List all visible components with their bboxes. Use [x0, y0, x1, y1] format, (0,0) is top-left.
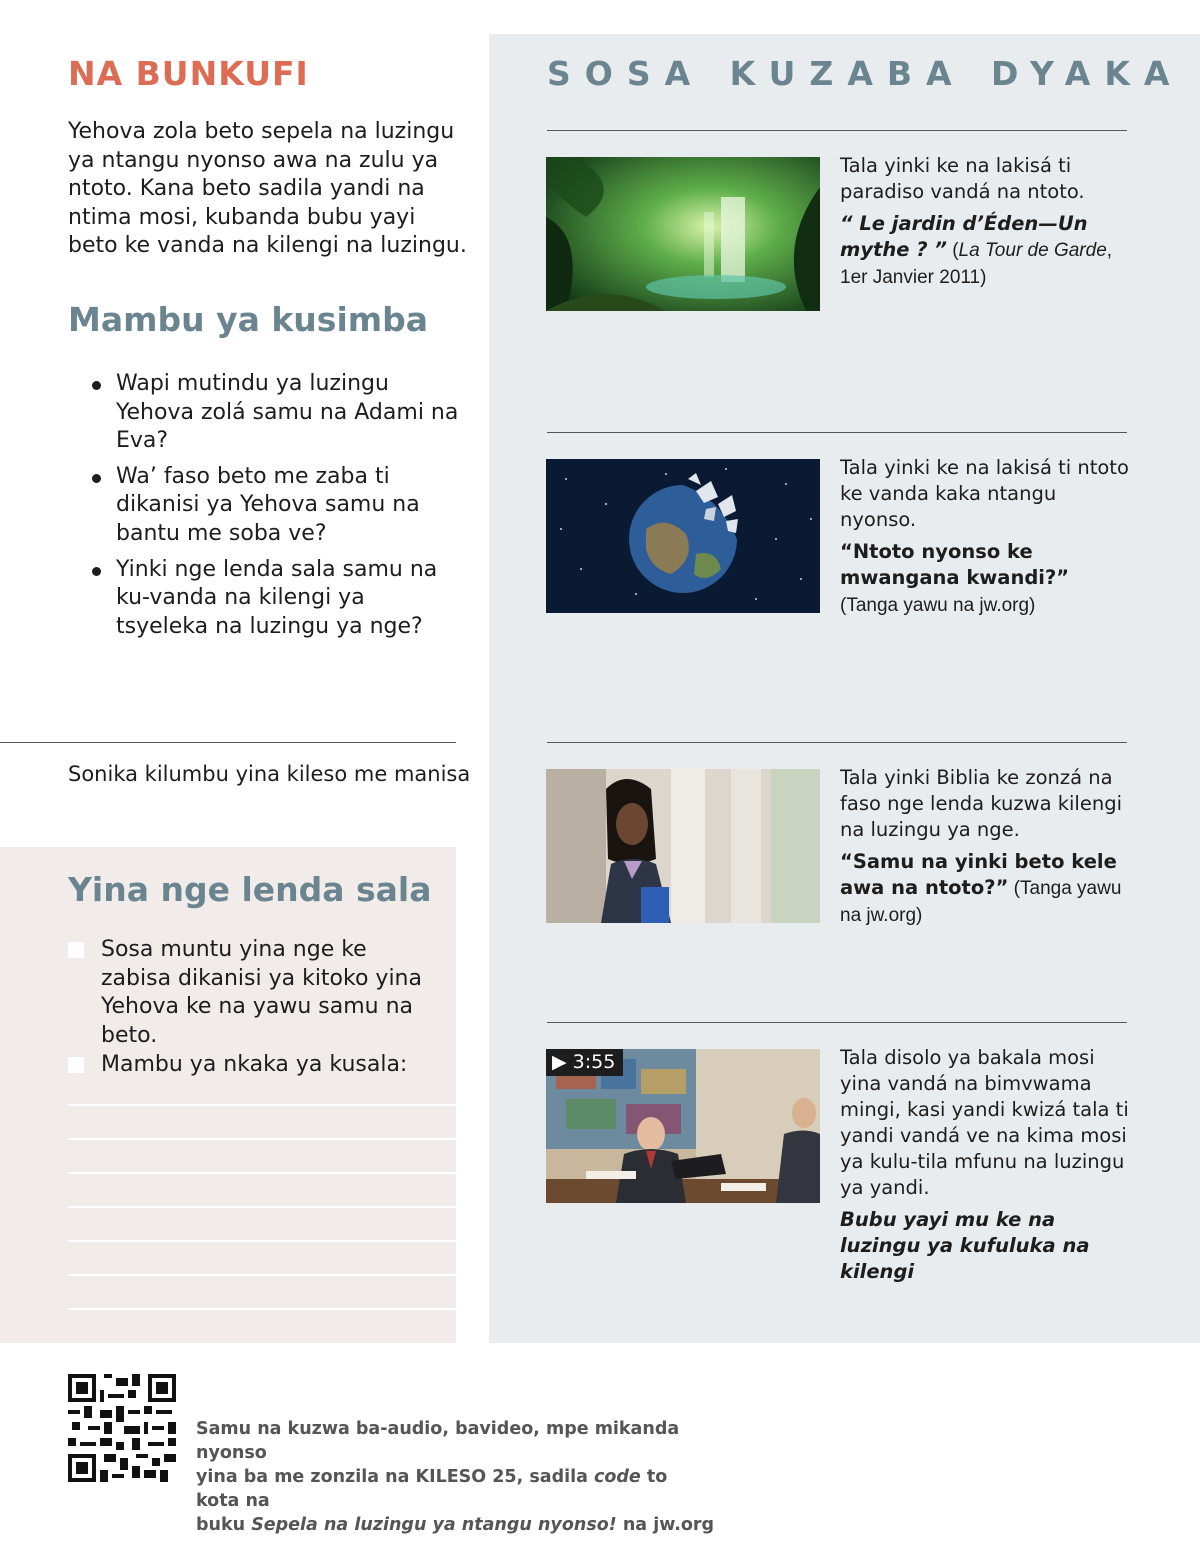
- item-description: Tala disolo ya bakala mosi yina vandá na bimvwama mingi, kasi yandi kwizá tala ti yandi vandá ve na kima mosi ya kulu-tila mfunu na luzingu ya yandi.: [840, 1046, 1129, 1199]
- item-description: Tala yinki ke na lakisá ti ntoto ke vanda kaka ntangu nyonso.: [840, 456, 1129, 531]
- qr-code-icon[interactable]: [68, 1374, 176, 1482]
- footer-line: to kota na: [196, 1467, 668, 1511]
- video-thumbnail[interactable]: [546, 1049, 820, 1203]
- reference-date: , 1er Janvier 2011): [840, 240, 1113, 288]
- explore-item: [840, 765, 1130, 929]
- footer-line: buku: [196, 1515, 252, 1535]
- reference-open: (: [946, 240, 959, 261]
- summary-title: NA BUNKUFI: [68, 54, 309, 93]
- divider: [547, 742, 1127, 743]
- reference-source: (Tanga yawu na jw.org): [840, 878, 1122, 926]
- task-text: Sosa muntu yina nge ke zabisa dikanisi ya kitoko yina Yehova ke na yawu samu na beto.: [101, 937, 422, 1048]
- summary-text: Yehova zola beto sepela na luzingu ya ntangu nyonso awa na zulu ya ntoto. Kana beto sadila yandi na ntima mosi, kubanda bubu yayi beto ke vanda na kilengi na luzingu.: [68, 119, 467, 259]
- footer-line: na jw.org: [616, 1515, 715, 1535]
- explore-item: [840, 455, 1130, 619]
- action-title: Yina nge lenda sala: [68, 870, 432, 909]
- explore-item: [840, 153, 1130, 291]
- writing-line[interactable]: [68, 1308, 456, 1310]
- reference-title[interactable]: “Samu na yinki beto kele awa na ntoto?”: [840, 850, 1117, 899]
- review-question: [92, 370, 462, 456]
- checkbox[interactable]: [68, 942, 84, 958]
- reference-title[interactable]: “ Le jardin d’Éden—Un mythe ? ”: [840, 212, 1088, 261]
- footer-line: yina ba me zonzila na KILESO 25, sadila: [196, 1467, 594, 1487]
- task-item[interactable]: [68, 936, 428, 1050]
- video-duration-badge: ▶ 3:55: [546, 1049, 623, 1076]
- task-item[interactable]: [68, 1051, 428, 1080]
- bullet-icon: [92, 474, 101, 483]
- item-reference[interactable]: [840, 1207, 1130, 1285]
- footer-text: [196, 1417, 716, 1537]
- divider: [0, 742, 456, 743]
- completion-date-label: Sonika kilumbu yina kileso me manisa: [68, 762, 471, 786]
- footer-book-title: Sepela na luzingu ya ntangu nyonso!: [251, 1515, 617, 1535]
- action-panel: [0, 847, 456, 1343]
- review-question-text: Wa’ faso beto me zaba ti dikanisi ya Yehova samu na bantu me soba ve?: [116, 463, 420, 546]
- review-question: [92, 463, 462, 549]
- review-question-text: Yinki nge lenda sala samu na ku-vanda na kilengi ya tsyeleka na luzingu ya nge?: [116, 556, 438, 639]
- task-text: Mambu ya nkaka ya kusala:: [101, 1052, 408, 1077]
- writing-line[interactable]: [68, 1206, 456, 1208]
- bullet-icon: [92, 567, 101, 576]
- explore-item: [840, 1045, 1130, 1285]
- reference-source: La Tour de Garde: [958, 240, 1107, 261]
- explore-title: SOSA KUZABA DYAKA: [547, 54, 1184, 93]
- divider: [547, 432, 1127, 433]
- reference-title[interactable]: “Ntoto nyonso ke mwangana kwandi?”: [840, 540, 1070, 589]
- bullet-icon: [92, 381, 101, 390]
- footer-line: Samu na kuzwa ba-audio, bavideo, mpe mikanda nyonso: [196, 1419, 680, 1463]
- divider: [547, 130, 1127, 131]
- earth-breaking-image[interactable]: [546, 459, 820, 613]
- item-reference[interactable]: [840, 849, 1130, 929]
- footer-code-word: code: [594, 1467, 641, 1487]
- item-description: Tala yinki Biblia ke zonzá na faso nge lenda kuzwa kilengi na luzingu ya nge.: [840, 766, 1122, 841]
- item-reference[interactable]: [840, 211, 1130, 291]
- reference-title[interactable]: Bubu yayi mu ke na luzingu ya kufuluka na kilengi: [840, 1208, 1090, 1283]
- writing-line[interactable]: [68, 1274, 456, 1276]
- reference-source: (Tanga yawu na jw.org): [840, 595, 1036, 616]
- item-reference[interactable]: [840, 539, 1130, 619]
- writing-line[interactable]: [68, 1172, 456, 1174]
- paradise-waterfall-image[interactable]: [546, 157, 820, 311]
- review-question-list: [92, 370, 462, 648]
- review-question: [92, 556, 462, 642]
- divider: [547, 1022, 1127, 1023]
- woman-with-books-image[interactable]: [546, 769, 820, 923]
- writing-line[interactable]: [68, 1104, 456, 1106]
- writing-line[interactable]: [68, 1240, 456, 1242]
- review-title: Mambu ya kusimba: [68, 300, 429, 339]
- review-question-text: Wapi mutindu ya luzingu Yehova zolá samu na Adami na Eva?: [116, 371, 459, 454]
- writing-line[interactable]: [68, 1138, 456, 1140]
- checkbox[interactable]: [68, 1057, 84, 1073]
- item-description: Tala yinki ke na lakisá ti paradiso vandá na ntoto.: [840, 154, 1085, 203]
